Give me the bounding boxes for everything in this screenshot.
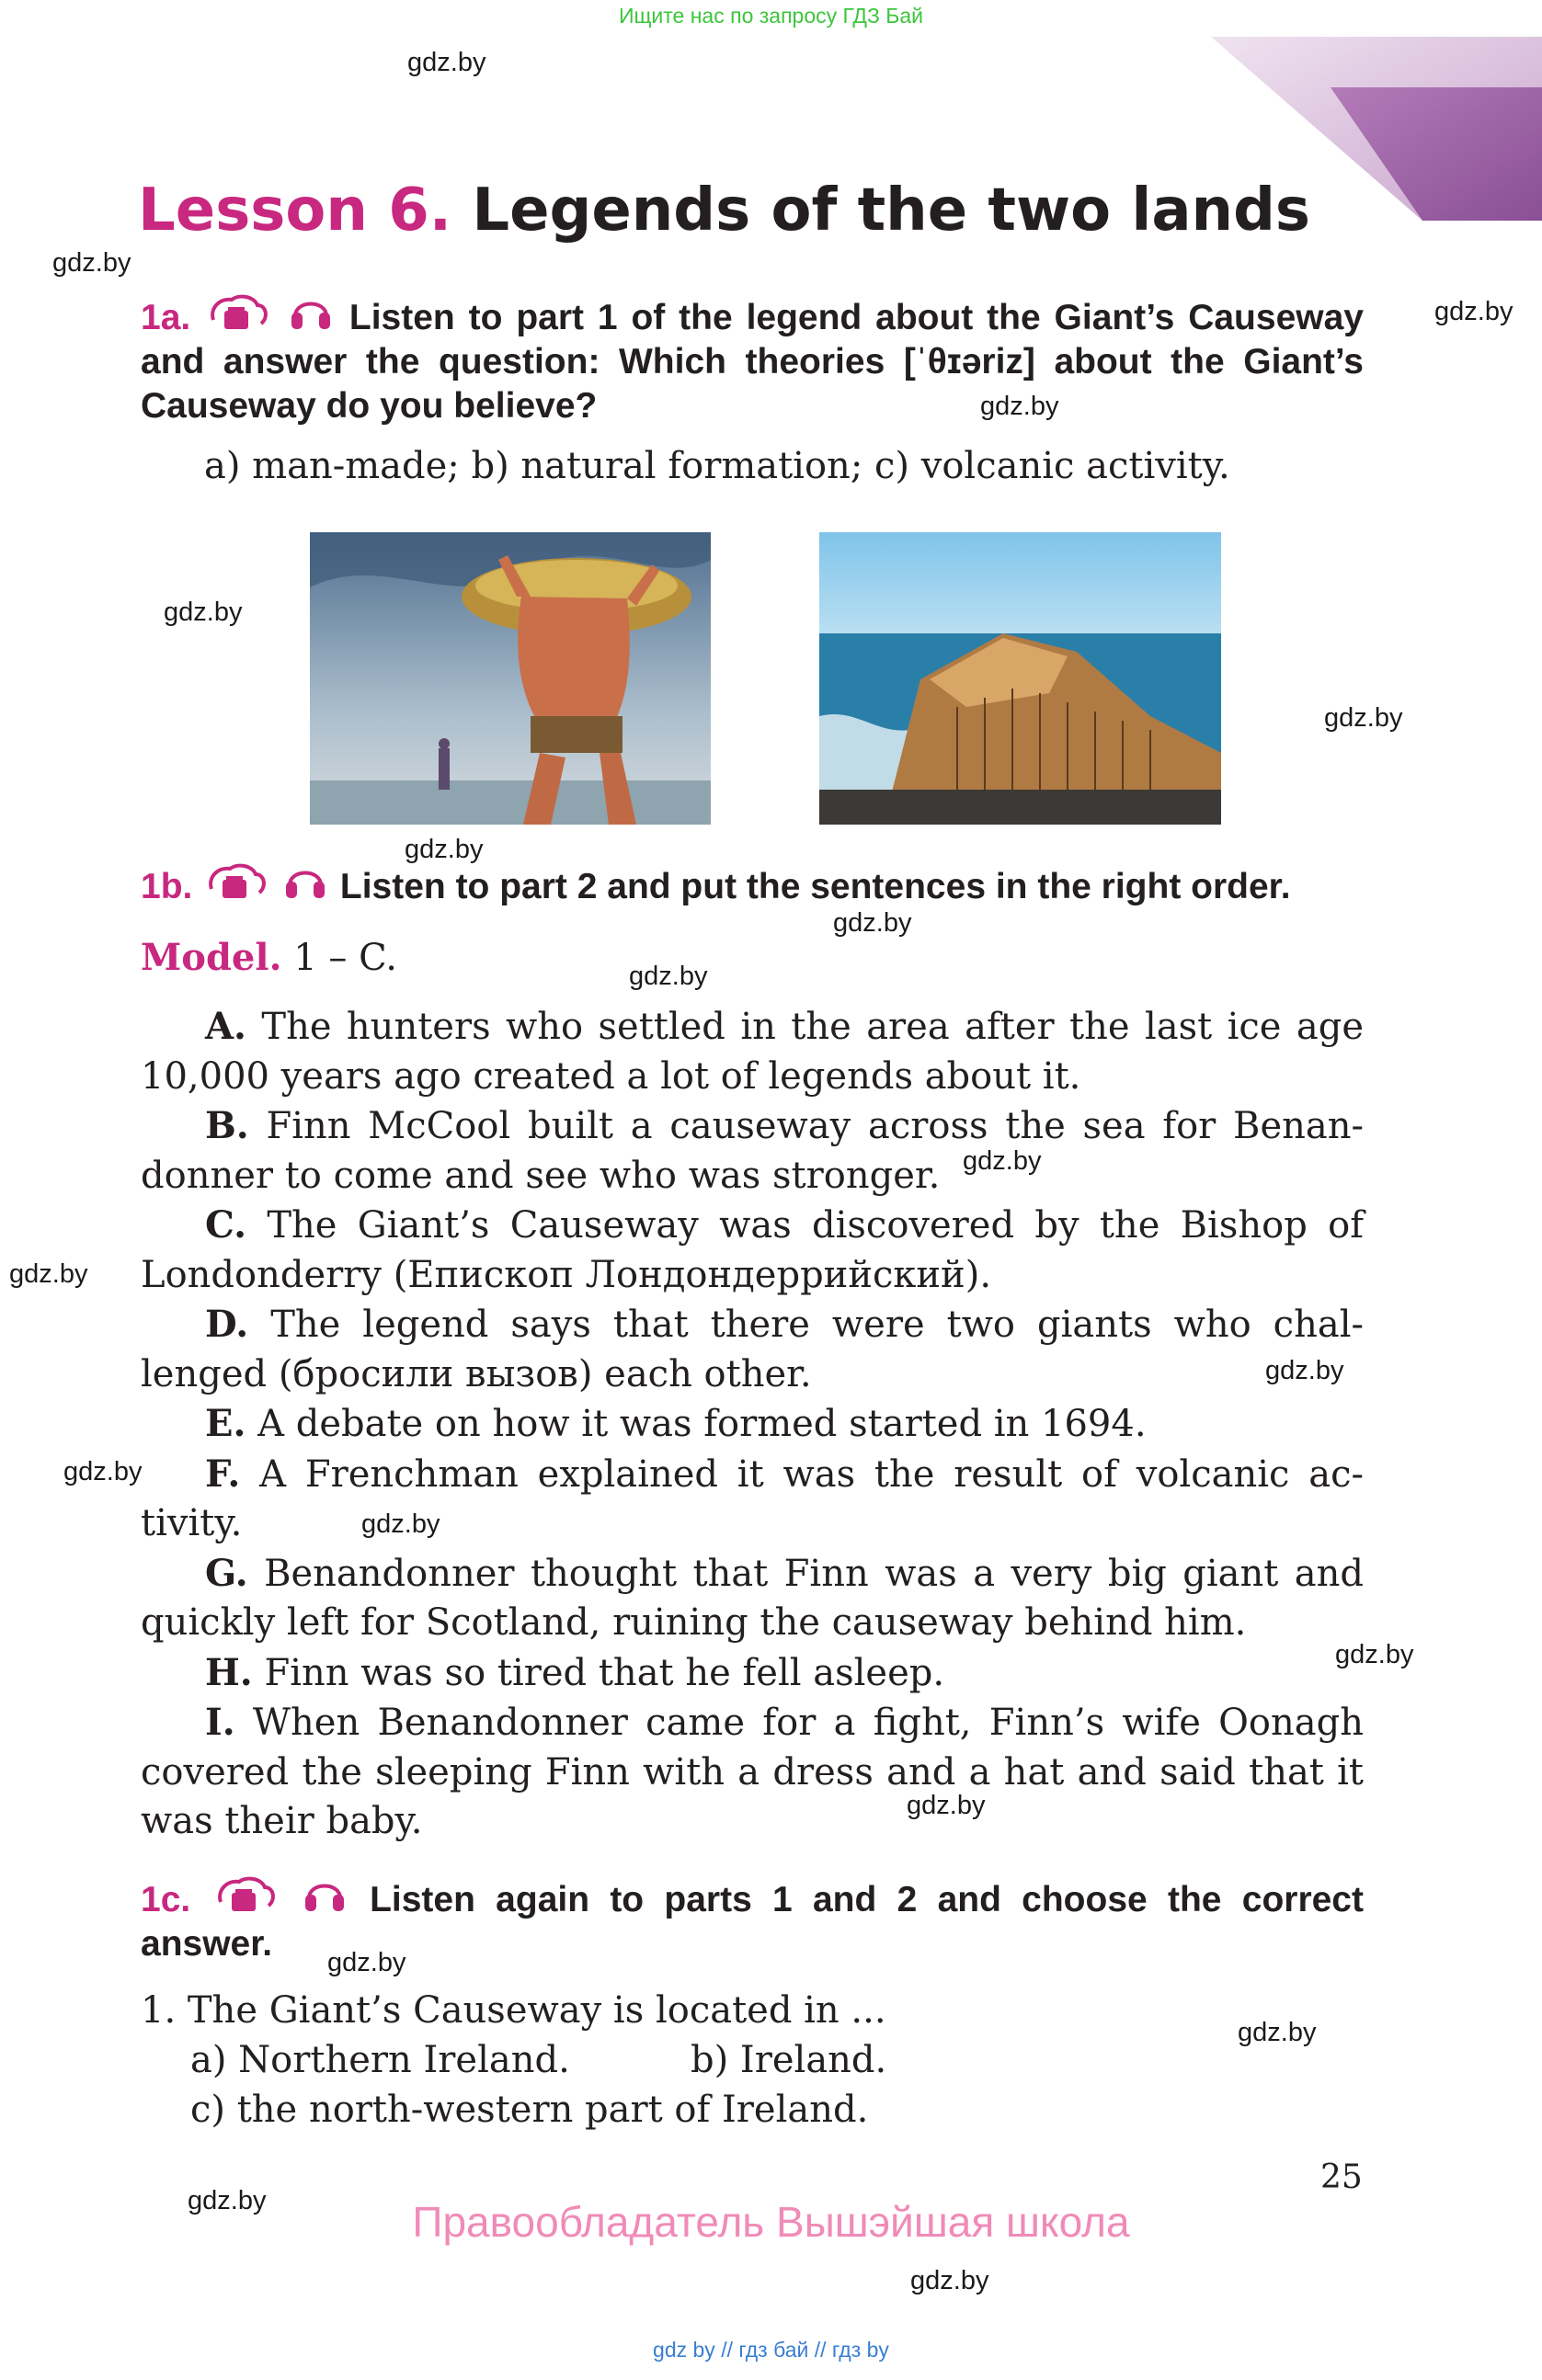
watermark: gdz.by: [1238, 2018, 1317, 2047]
rights-holder: Правообладатель Вышэйшая школа: [412, 2198, 1130, 2246]
task-1c-instruction: [141, 1873, 1364, 1966]
watermark: gdz.by: [361, 1509, 440, 1539]
sentence-f: F. A Frenchman explained it was the result of volcanic activity.: [141, 1452, 1364, 1544]
headphones-icon: [284, 860, 326, 902]
page-number: 25: [1320, 2158, 1363, 2196]
watermark: gdz.by: [907, 1791, 986, 1820]
audio-disc-icon: [206, 861, 267, 902]
question-1: 1. The Giant’s Causeway is located in ...: [141, 1989, 886, 2032]
page-title: [138, 177, 1310, 245]
giant-illustration: [310, 532, 711, 825]
sentence-i: I. When Benandonner came for a fight, Finn’s wife Oonagh covered the sleeping Finn with a dress and a hat and said that it was their baby.: [141, 1701, 1364, 1842]
task-number: 1a.: [141, 298, 191, 337]
model-label: Model.: [141, 936, 282, 979]
sentence-a: A. The hunters who settled in the area after the last ice age 10,000 years ago created a lot of legends about it.: [141, 1005, 1365, 1098]
audio-disc-icon: [208, 292, 268, 333]
task-text: Listen to part 2 and put the sentences in the right order.: [339, 867, 1291, 906]
task-number: 1b.: [141, 867, 193, 906]
watermark: gdz.by: [833, 908, 912, 938]
watermark: gdz.by: [963, 1146, 1042, 1176]
task-1b-instruction: [141, 860, 1364, 909]
watermark: gdz.by: [910, 2266, 989, 2295]
sentence-e: E. A debate on how it was formed started in 1694.: [205, 1402, 1147, 1445]
watermark: gdz.by: [1324, 703, 1403, 733]
task-text: Listen to part 1 of the legend about the Giant’s Causeway and answer the question: Which theories [ˈθɪəriz] about the Giant’s Causeway do you believe?: [141, 298, 1364, 426]
watermark: gdz.by: [1434, 297, 1513, 326]
watermark: gdz.by: [164, 598, 243, 627]
task-1a-instruction: [141, 290, 1364, 428]
question-1-option-a: a) Northern Ireland.: [190, 2039, 570, 2081]
model-value: 1 – C.: [293, 937, 397, 979]
headphones-icon: [303, 1873, 346, 1915]
sentence-h: H. Finn was so tired that he fell asleep.: [205, 1650, 945, 1694]
headphones-icon: [290, 290, 332, 333]
task-1a-options: a) man-made; b) natural formation; c) volcanic activity.: [204, 445, 1230, 487]
watermark: gdz.by: [405, 835, 484, 864]
watermark: gdz.by: [188, 2186, 267, 2215]
bottom-site-note: gdz by // гдз бай // гдз by: [653, 2338, 889, 2362]
question-1-option-b: b) Ireland.: [691, 2039, 887, 2081]
sentence-d: D. The legend says that there were two giants who challenged (бросили вызов) each other.: [141, 1303, 1365, 1395]
task-text: Listen again to parts 1 and 2 and choose the correct answer.: [141, 1880, 1364, 1964]
audio-disc-icon: [215, 1874, 276, 1915]
sentence-c: C. The Giant’s Causeway was discovered by the Bishop of Londonderry (Епископ Лондондеррийский).: [141, 1203, 1364, 1296]
question-1-option-c: c) the north-western part of Ireland.: [190, 2089, 869, 2131]
watermark: gdz.by: [629, 962, 708, 991]
sentence-list: [141, 1002, 1364, 1847]
lesson-topic: Legends of the two lands: [472, 177, 1310, 245]
watermark: gdz.by: [1335, 1640, 1414, 1669]
watermark: gdz.by: [52, 248, 131, 278]
watermark: gdz.by: [63, 1457, 143, 1486]
causeway-photo: [819, 532, 1221, 825]
top-search-note: Ищите нас по запросу ГДЗ Бай: [618, 4, 924, 28]
watermark: gdz.by: [327, 1948, 406, 1977]
watermark: gdz.by: [9, 1259, 88, 1289]
task-number: 1c.: [141, 1880, 191, 1919]
watermark: gdz.by: [407, 48, 486, 77]
watermark: gdz.by: [980, 392, 1059, 421]
model-answer: [141, 936, 397, 979]
sentence-b: B. Finn McCool built a causeway across the sea for Benandonner to come and see who was stronger.: [141, 1104, 1364, 1197]
watermark: gdz.by: [1265, 1356, 1344, 1385]
lesson-number: Lesson 6.: [138, 177, 452, 245]
sentence-g: G. Benandonner thought that Finn was a very big giant and quickly left for Scotland, ruining the causeway behind him.: [141, 1551, 1364, 1644]
